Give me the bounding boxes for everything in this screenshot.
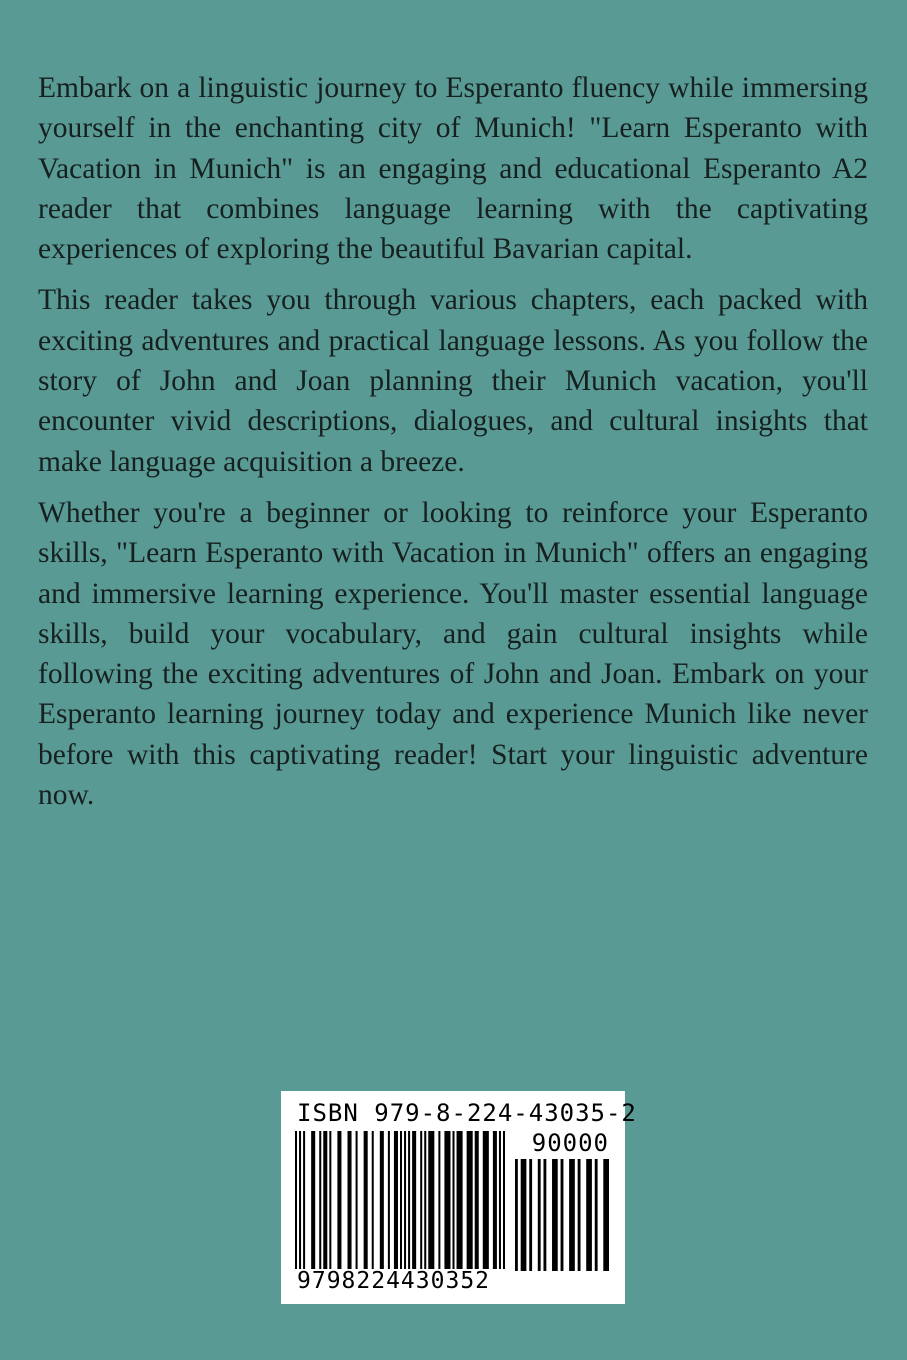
ean-digits-label: 9798224430352: [297, 1268, 491, 1294]
blurb-paragraph-1: Embark on a linguistic journey to Esperanto fluency while immersing yourself in the enchanting city of Munich! "Learn Esperanto with Vacation in Munich" is an engaging and educational Esperanto A2 reader that combines language learning with the captivating experiences of exploring the beautiful Bavarian capital.: [38, 72, 868, 266]
back-cover-blurb: [38, 68, 868, 826]
isbn-label: ISBN 979-8-224-43035-2: [297, 1099, 637, 1127]
price-code-label: 90000: [531, 1129, 609, 1157]
blurb-paragraph-2: This reader takes you through various chapters, each packed with exciting adventures and practical language lessons. As you follow the story of John and Joan planning their Munich vacation, you'll encounter vivid descriptions, dialogues, and cultural insights that make language acquisition a breeze.: [38, 284, 868, 478]
blurb-paragraph-3: Whether you're a beginner or looking to reinforce your Esperanto skills, "Learn Esperanto with Vacation in Munich" offers an engaging and immersive learning experience. You'll master essential language skills, build your vocabulary, and gain cultural insights while following the exciting adventures of John and Joan. Embark on your Esperanto learning journey today and experience Munich like never before with this captivating reader! Start your linguistic adventure now.: [38, 496, 868, 812]
ean-barcode: [295, 1131, 507, 1273]
price-barcode: [515, 1159, 611, 1273]
isbn-barcode-block: [281, 1091, 637, 1304]
